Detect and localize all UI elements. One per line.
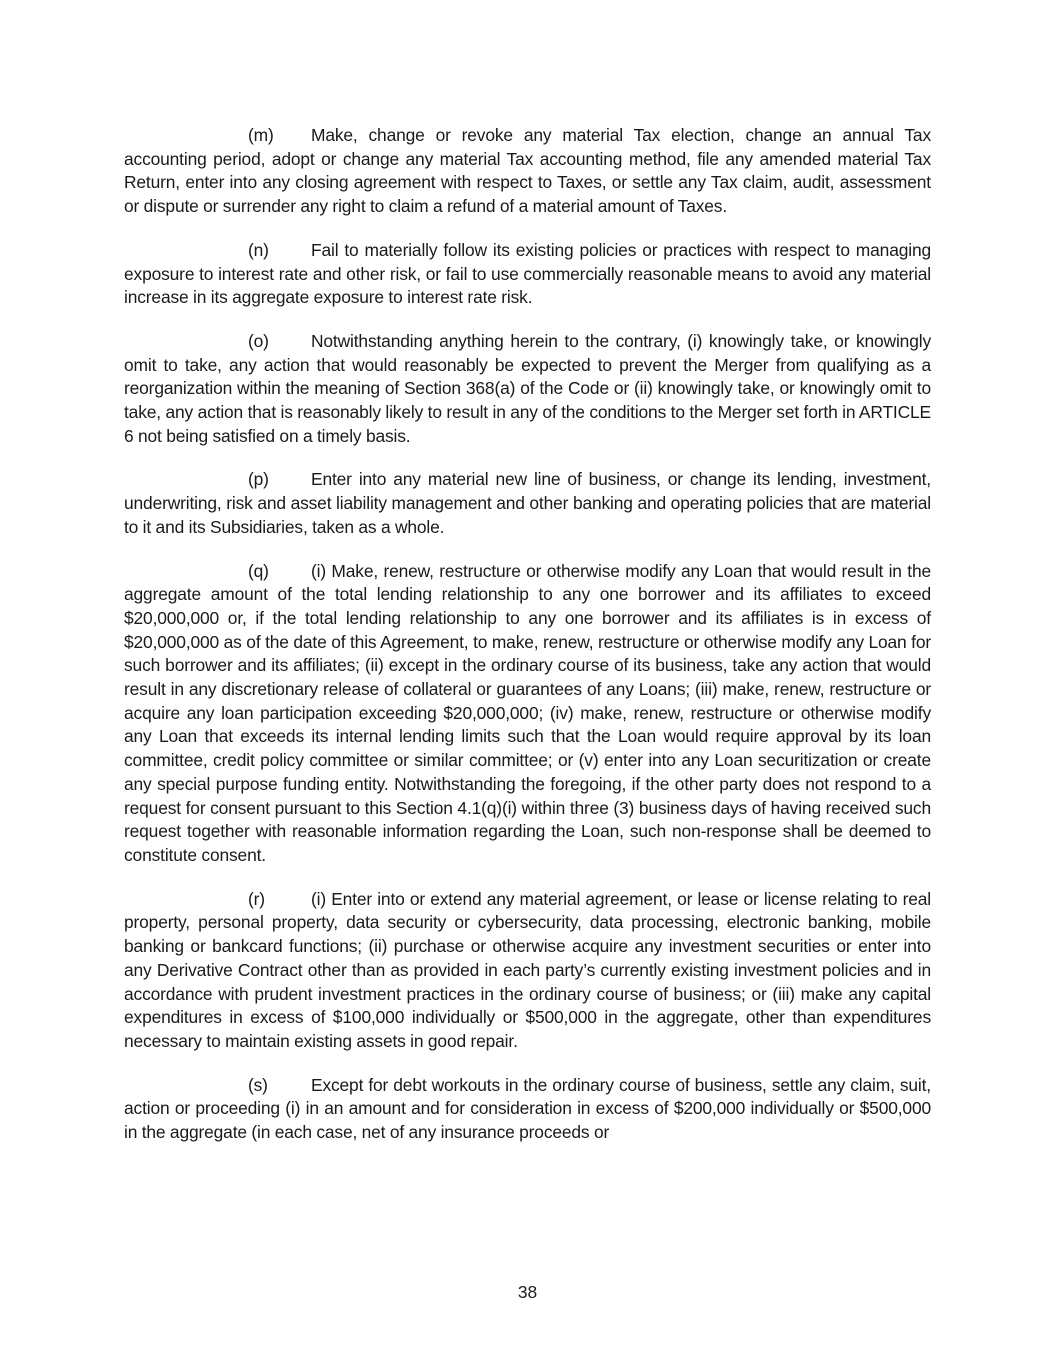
paragraph-text: Except for debt workouts in the ordinary course of business, settle any claim, suit, action or proceeding (i) in an amount and for consideration in excess of $200,000 individually or $500,000 in the aggregate (in each case, net of any insurance proceeds or	[124, 1074, 931, 1143]
paragraph-n	[124, 239, 931, 310]
paragraph-text: Make, change or revoke any material Tax election, change an annual Tax accounting period, adopt or change any material Tax accounting method, file any amended material Tax Return, enter into any closing agreement with respect to Taxes, or settle any Tax claim, audit, assessment or dispute or surrender any right to claim a refund of a material amount of Taxes.	[124, 125, 931, 217]
page-number: 38	[517, 1282, 538, 1302]
paragraph-text: (i) Enter into or extend any material agreement, or lease or license relating to real property, personal property, data security or cybersecurity, data processing, electronic banking, mobile banking or bankcard functions; (ii) purchase or otherwise acquire any investment securities or enter into any Derivative Contract other than as provided in each party’s currently existing investment policies and in accordance with prudent investment practices in the ordinary course of business; or (iii) make any capital expenditures in excess of $100,000 individually or $500,000 in the aggregate, other than expenditures necessary to maintain existing assets in good repair.	[124, 888, 931, 1051]
paragraph-text: Enter into any material new line of business, or change its lending, investment, underwriting, risk and asset liability management and other banking and operating policies that are material to it and its Subsidiaries, taken as a whole.	[124, 469, 931, 537]
paragraph-text: Notwithstanding anything herein to the contrary, (i) knowingly take, or knowingly omit to take, any action that would reasonably be expected to prevent the Merger from qualifying as a reorganization within the meaning of Section 368(a) of the Code or (ii) knowingly take, or knowingly omit to take, any action that is reasonably likely to result in any of the conditions to the Merger set forth in ARTICLE 6 not being satisfied on a timely basis.	[124, 330, 931, 446]
paragraph-label: (s)	[248, 1074, 268, 1095]
paragraph-label: (m)	[248, 125, 274, 145]
paragraph-label: (p)	[248, 469, 269, 490]
paragraph-p	[124, 468, 931, 539]
paragraph-label: (r)	[248, 888, 265, 909]
paragraph-r	[124, 888, 931, 1054]
paragraph-label: (q)	[248, 560, 269, 581]
paragraph-o	[124, 330, 931, 449]
document-page	[124, 124, 931, 1165]
paragraph-m	[124, 124, 931, 219]
paragraph-text: (i) Make, renew, restructure or otherwise modify any Loan that would result in the aggregate amount of the total lending relationship to any one borrower and its affiliates to exceed $20,000,000 or, if the total lending relationship to any one borrower and its affiliates is in excess of $20,000,000 as of the date of this Agreement, to make, renew, restructure or otherwise modify any Loan for such borrower and its affiliates; (ii) except in the ordinary course of its business, take any action that would result in any discretionary release of collateral or guarantees of any Loans; (iii) make, renew, restructure or acquire any loan participation exceeding $20,000,000; (iv) make, renew, restructure or otherwise modify any Loan that exceeds its internal lending limits such that the Loan would require approval by its loan committee, credit policy committee or similar committee; or (v) enter into any Loan securitization or create any special purpose funding entity. Notwithstanding the foregoing, if the other party does not respond to a request for consent pursuant to this Section 4.1(q)(i) within three (3) business days of having received such request together with reasonable information regarding the Loan, such non-response shall be deemed to constitute consent.	[124, 560, 931, 865]
paragraph-label: (n)	[248, 239, 269, 260]
paragraph-s	[124, 1074, 931, 1145]
paragraph-label: (o)	[248, 330, 269, 351]
paragraph-q	[124, 560, 931, 868]
paragraph-text: Fail to materially follow its existing policies or practices with respect to managing exposure to interest rate and other risk, or fail to use commercially reasonable means to avoid any material increase in its aggregate exposure to interest rate risk.	[124, 239, 931, 308]
